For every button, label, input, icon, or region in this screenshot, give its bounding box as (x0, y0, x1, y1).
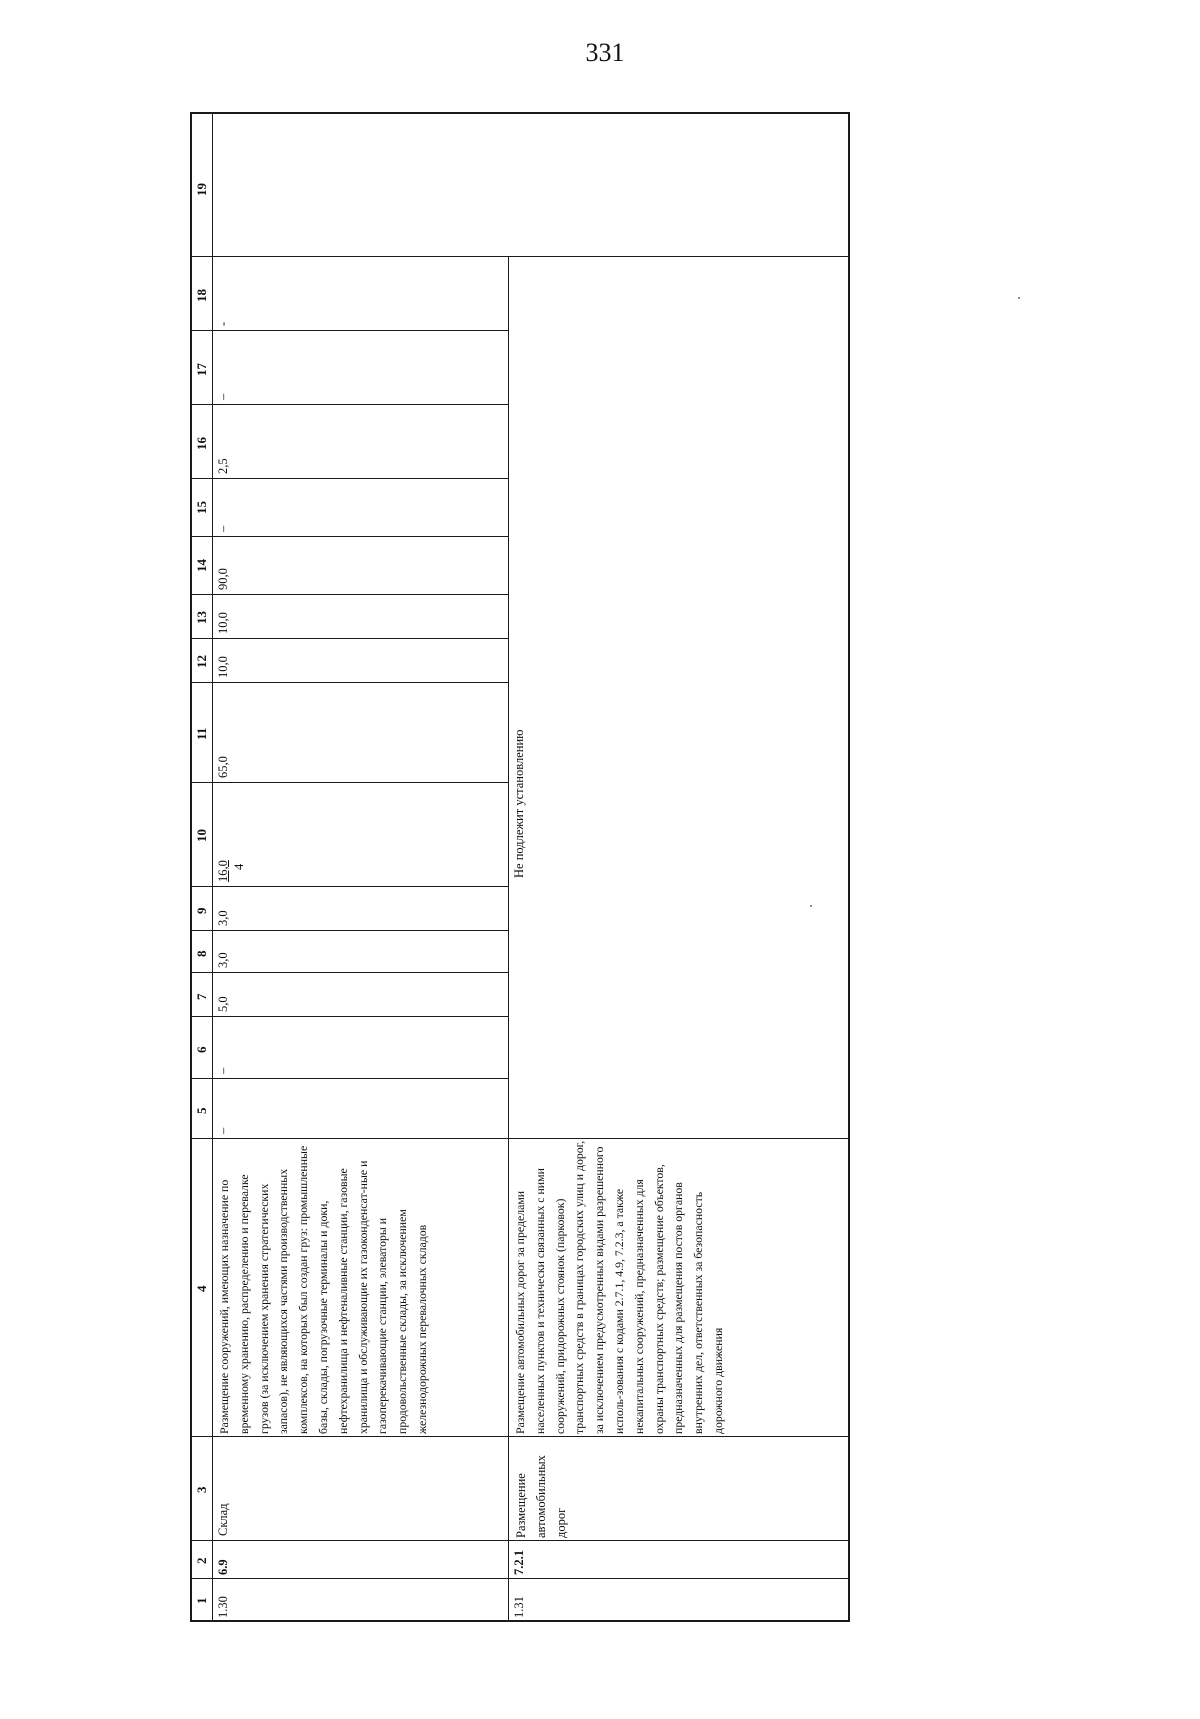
col-boundary-15-14 (190, 536, 508, 537)
col-number-5: 5 (194, 1107, 209, 1114)
col-number-15: 15 (194, 501, 209, 514)
col-number-1: 1 (194, 1597, 209, 1604)
row-130-col7: 5,0 (216, 996, 230, 1012)
row-130-col17: – (216, 393, 230, 400)
table-border-top (190, 112, 850, 114)
row-divider (508, 256, 509, 1622)
row-130-col14: 90,0 (216, 568, 230, 590)
row-130-col15: – (216, 525, 230, 532)
row-130-col5: – (216, 1127, 230, 1134)
row-130-col13: 10,0 (216, 612, 230, 634)
col-boundary-13-12 (190, 638, 508, 639)
table-border-left (190, 112, 192, 1622)
row-130-name: Склад (216, 1503, 230, 1536)
col-number-19: 19 (194, 183, 209, 196)
row-130-col6: – (216, 1067, 230, 1074)
col-number-6: 6 (194, 1046, 209, 1053)
col-boundary-12-11 (190, 682, 508, 683)
col-boundary-5-4 (190, 1138, 850, 1139)
col-number-16: 16 (194, 437, 209, 450)
row-131-code: 7.2.1 (512, 1550, 526, 1575)
col-number-13: 13 (194, 611, 209, 624)
row-131-name: Размещение автомобильных дорог (514, 1455, 568, 1538)
row-130-col10-numerator: 16,0 (216, 860, 230, 882)
col-boundary-9-8 (190, 930, 508, 931)
scan-speck (1018, 297, 1020, 299)
col-boundary-2-1 (190, 1578, 850, 1579)
row-130-col18: - (216, 321, 230, 326)
row-130-col9: 3,0 (216, 910, 230, 926)
col-number-8: 8 (194, 950, 209, 957)
col-number-18: 18 (194, 289, 209, 302)
page-number: 331 (585, 38, 625, 67)
row-131-merged-text: Не подлежит установлению (512, 729, 526, 878)
col-number-12: 12 (194, 655, 209, 668)
col-number-3: 3 (194, 1486, 209, 1493)
row-130-description: Размещение сооружений, имеющих назначение по временному хранению, распределению и перевалке грузов (за исключением хранения стратегических запасов), не являющихся частями производственных комплексов, на которых был создан груз: промышленные базы, склады, погрузочные терминалы и доки, нефтехранилища и нефтеналивные станции, газовые хранилища и обслуживающие их газоконденсат-ные и газоперекачивающие станции, элеваторы и продовольственные склады, за исключением железнодорожных перевалочных складов (217, 1145, 429, 1434)
col-boundary-3-2 (190, 1540, 850, 1541)
col-number-11: 11 (194, 727, 209, 740)
col-boundary-14-13 (190, 594, 508, 595)
col-number-7: 7 (194, 993, 209, 1000)
col-boundary-7-6 (190, 1016, 508, 1017)
col-boundary-18-17 (190, 330, 508, 331)
col-boundary-17-16 (190, 404, 508, 405)
col-number-2: 2 (194, 1557, 209, 1564)
col-number-9: 9 (194, 907, 209, 914)
row-130-col16: 2,5 (216, 458, 230, 474)
col-boundary-8-7 (190, 972, 508, 973)
row-130-col12: 10,0 (216, 656, 230, 678)
header-divider (212, 112, 213, 1622)
row-131-number: 1.31 (512, 1596, 526, 1618)
row-130-number: 1.30 (216, 1596, 230, 1618)
row-130-col8: 3,0 (216, 952, 230, 968)
col-number-10: 10 (194, 829, 209, 842)
col-boundary-16-15 (190, 478, 508, 479)
col-boundary-4-3 (190, 1436, 850, 1437)
table-border-bottom (190, 1620, 850, 1622)
col-boundary-19-18 (190, 256, 850, 257)
col-number-17: 17 (194, 363, 209, 376)
row-131-description: Размещение автомобильных дорог за пределами населенных пунктов и технически связанных с ними сооружений, придорожных стоянок (парковок) транспортных средств в границах городских улиц и дорог, за исключением предусмотренных видами разрешенного исполь-зования с кодами 2.7.1, 4.9, 7.2.3, а также некапитальных сооружений, предназначенных для охраны транспортных средств; размещение объектов, предназначенных для размещения постов органов внутренних дел, ответственных за безопасность дорожного движения (513, 1140, 725, 1434)
row-130-col11: 65,0 (216, 756, 230, 778)
row-130-code: 6.9 (216, 1559, 230, 1575)
col-boundary-11-10 (190, 782, 508, 783)
col-number-14: 14 (194, 559, 209, 572)
rotated-table (190, 112, 850, 1622)
col-boundary-6-5 (190, 1078, 508, 1079)
row-130-col10-denominator: 4 (232, 863, 246, 870)
col-number-4: 4 (194, 1285, 209, 1292)
scan-speck (810, 905, 812, 907)
col-boundary-10-9 (190, 886, 508, 887)
